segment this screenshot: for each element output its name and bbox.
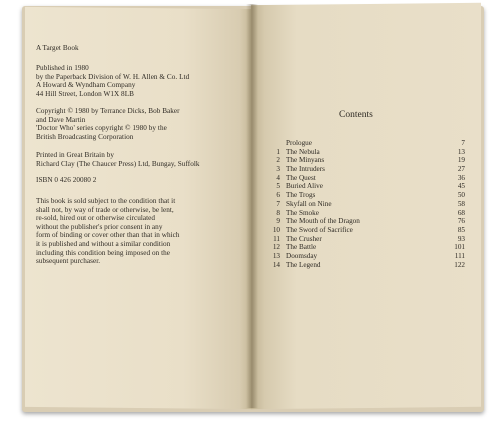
toc-entry <box>270 165 465 174</box>
toc-page-number: 93 <box>457 234 465 243</box>
printer-line: Printed in Great Britain by <box>36 151 115 159</box>
toc-chapter-title: The Legend <box>286 260 321 269</box>
toc-chapter-title: The Sword of Sacrifice <box>286 225 353 234</box>
toc-chapter-number: 13 <box>272 251 280 260</box>
toc-entry <box>270 252 465 261</box>
toc-chapter-title: The Minyans <box>286 156 325 165</box>
toc-chapter-number: 12 <box>272 243 280 252</box>
condition-line: including this condition being imposed on the <box>36 248 171 257</box>
printer-block <box>36 151 200 168</box>
toc-page-number: 85 <box>457 225 465 234</box>
toc-chapter-number: 3 <box>276 165 280 174</box>
copyright-line: 'Doctor Who' series copyright © 1980 by the <box>36 124 167 133</box>
toc-entry <box>270 182 465 191</box>
toc-entry <box>270 148 465 157</box>
toc-chapter-title: Skyfall on Nine <box>286 199 332 208</box>
toc-entry <box>270 191 465 200</box>
toc-page-number: 101 <box>454 243 465 252</box>
toc-chapter-title: The Quest <box>286 173 316 182</box>
toc-chapter-title: The Smoke <box>286 208 319 217</box>
toc-chapter-number: 9 <box>276 217 280 226</box>
toc-entry <box>270 226 465 235</box>
toc-page-number: 27 <box>457 165 465 174</box>
toc-chapter-number: 10 <box>272 225 280 234</box>
condition-line: it is published and without a similar condition <box>36 239 171 248</box>
toc-entry <box>270 174 465 183</box>
isbn-line: ISBN 0 426 20080 2 <box>36 176 97 184</box>
toc-entry <box>270 209 465 218</box>
condition-line: subsequent purchaser. <box>36 257 101 266</box>
toc-page-number: 45 <box>457 182 465 191</box>
toc-chapter-number: 2 <box>276 156 280 165</box>
condition-line: shall not, by way of trade or otherwise, be lent, <box>36 205 174 214</box>
toc-entry <box>270 139 465 148</box>
toc-chapter-number: 11 <box>273 234 280 243</box>
publication-line: Published in 1980 <box>36 64 89 72</box>
toc-entry <box>270 261 465 270</box>
toc-page-number: 36 <box>457 173 465 182</box>
toc-chapter-title: The Mouth of the Dragon <box>286 217 360 226</box>
copyright-line: British Broadcasting Corporation <box>36 132 134 141</box>
toc-chapter-title: The Trogs <box>286 191 316 200</box>
toc-page-number: 111 <box>454 251 465 260</box>
toc-page-number: 122 <box>454 260 465 269</box>
contents-heading: Contents <box>339 110 373 120</box>
copyright-block <box>36 107 180 141</box>
toc-entry <box>270 156 465 165</box>
toc-chapter-number: 1 <box>276 147 280 156</box>
publication-block <box>36 64 189 98</box>
toc-entry <box>270 243 465 252</box>
toc-chapter-number: 5 <box>276 182 280 191</box>
publication-line: by the Paperback Division of W. H. Allen & Co. Ltd <box>36 72 190 81</box>
copyright-line: Copyright © 1980 by Terrance Dicks, Bob Baker <box>36 107 180 115</box>
toc-entry <box>270 235 465 244</box>
toc-chapter-title: The Crusher <box>286 234 322 243</box>
toc-page-number: 58 <box>457 199 465 208</box>
publication-line: 44 Hill Street, London W1X 8LB <box>36 89 134 98</box>
imprint-line: A Target Book <box>36 44 79 52</box>
condition-notice <box>36 197 180 266</box>
condition-line: without the publisher's prior consent in any <box>36 222 163 231</box>
toc-chapter-title: Buried Alive <box>286 182 323 191</box>
toc-page-number: 19 <box>457 156 465 165</box>
toc-page-number: 76 <box>457 217 465 226</box>
table-of-contents <box>270 139 465 269</box>
toc-chapter-title: Doomsday <box>286 251 318 260</box>
toc-chapter-number: 14 <box>272 260 280 269</box>
toc-page-number: 7 <box>461 139 465 147</box>
copyright-line: and Dave Martin <box>36 115 86 124</box>
condition-line: re-sold, hired out or otherwise circulated <box>36 214 156 223</box>
toc-chapter-title: The Nebula <box>286 147 320 156</box>
toc-chapter-number: 4 <box>276 173 280 182</box>
toc-chapter-title: Prologue <box>286 139 312 147</box>
toc-chapter-title: The Intruders <box>286 165 325 174</box>
condition-line: form of binding or cover other than that in which <box>36 231 180 240</box>
toc-entry <box>270 217 465 226</box>
publication-line: A Howard & Wyndham Company <box>36 81 136 90</box>
toc-entry <box>270 200 465 209</box>
toc-chapter-title: The Battle <box>286 243 317 252</box>
printer-line: Richard Clay (The Chaucer Press) Ltd, Bungay, Suffolk <box>36 159 200 168</box>
condition-line: This book is sold subject to the condition that it <box>36 197 176 205</box>
toc-page-number: 50 <box>457 191 465 200</box>
toc-chapter-number: 8 <box>276 208 280 217</box>
book-gutter <box>246 4 258 408</box>
toc-page-number: 68 <box>457 208 465 217</box>
toc-page-number: 13 <box>457 147 465 156</box>
toc-chapter-number: 7 <box>276 199 280 208</box>
toc-chapter-number: 6 <box>276 191 280 200</box>
